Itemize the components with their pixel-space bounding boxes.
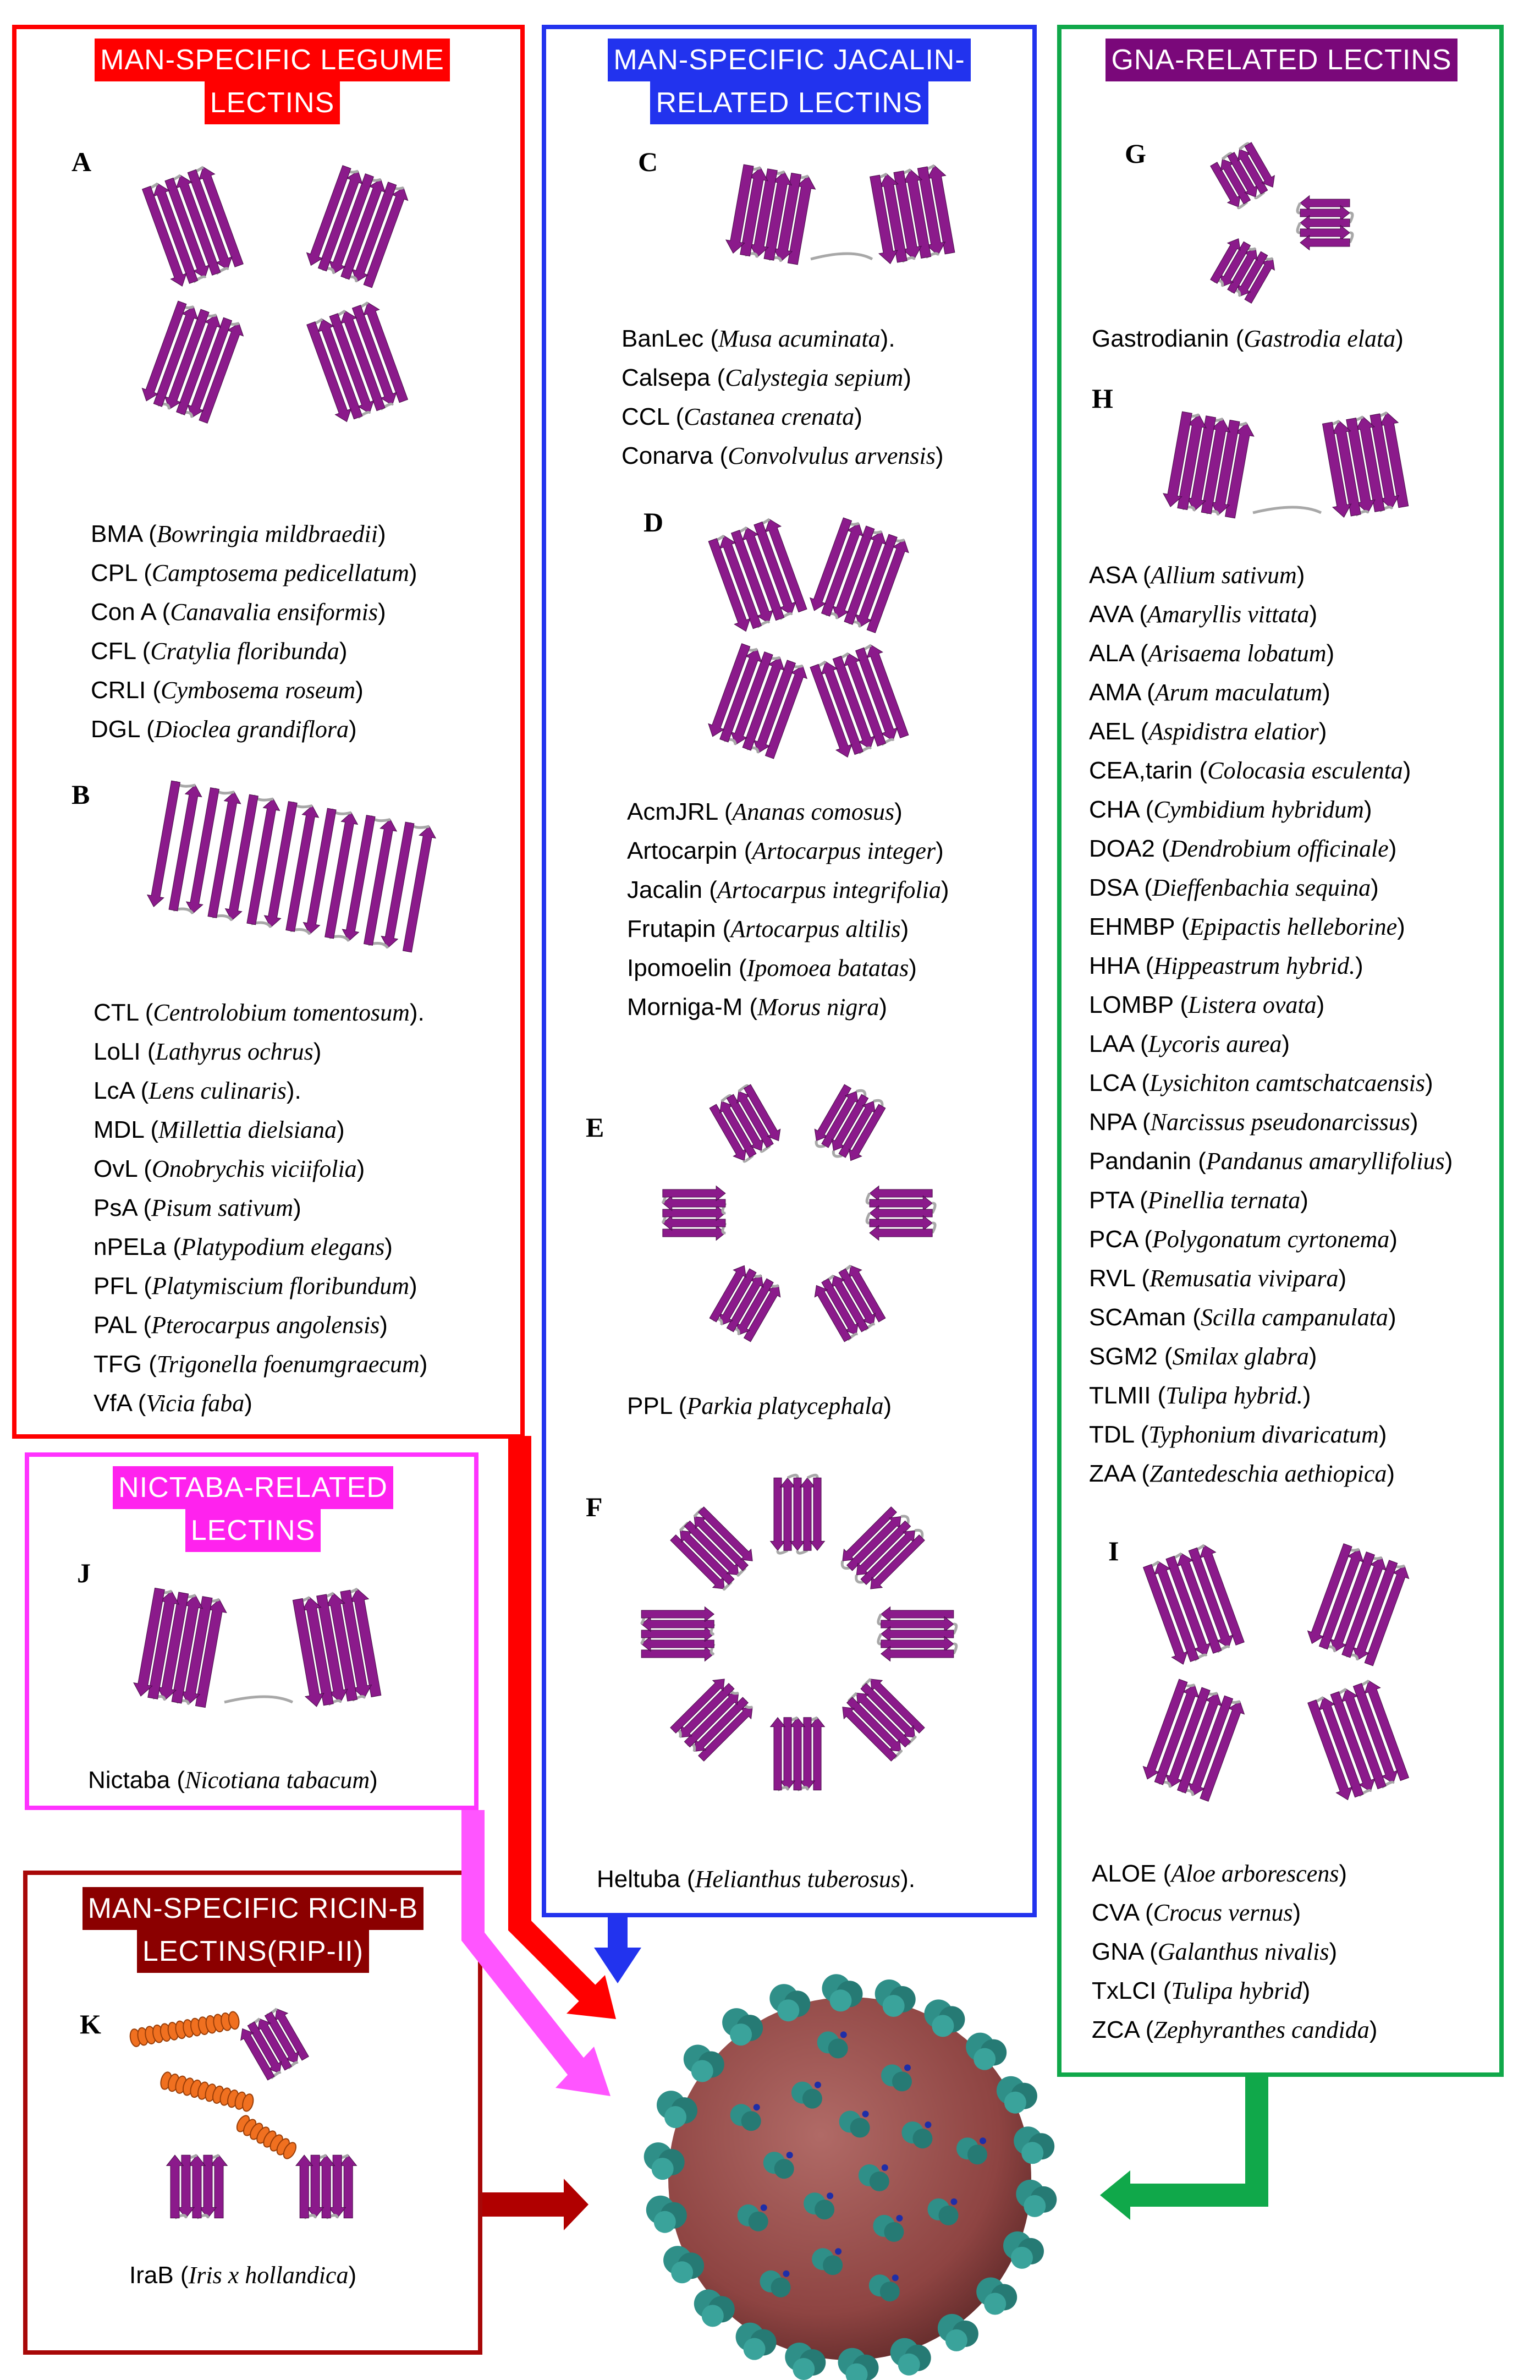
lectin-entry: LoLI (Lathyrus ochrus) (94, 1038, 322, 1065)
lectin-entry: TFG (Trigonella foenumgraecum) (94, 1351, 428, 1378)
lectin-abbreviation: TFG (94, 1351, 142, 1378)
loop (788, 1475, 798, 1478)
lectin-abbreviation: SCAman (1089, 1304, 1186, 1331)
lectin-entry: AVA (Amaryllis vittata) (1089, 601, 1318, 628)
lectin-abbreviation: DOA2 (1089, 835, 1155, 862)
lectin-entry: Calsepa (Calystegia sepium) (622, 364, 911, 391)
loop (807, 1475, 817, 1478)
ricin-panel-title (52, 1887, 454, 1973)
species-name: Cymbidium hybridum (1153, 796, 1364, 823)
species-name: Platymiscium floribundum (151, 1273, 410, 1299)
species-name: Hippeastrum hybrid. (1153, 952, 1356, 979)
beta-strand (800, 1718, 815, 1790)
lectin-entry: SCAman (Scilla campanulata) (1089, 1304, 1396, 1331)
beta-strand (800, 1478, 815, 1550)
lectin-abbreviation: Gastrodianin (1092, 325, 1229, 352)
lectin-abbreviation: IraB (129, 2262, 174, 2289)
species-name: Aloe arborescens (1171, 1860, 1339, 1887)
gna-title-line-1: GNA-RELATED LECTINS (1106, 39, 1457, 81)
lectin-entry: Gastrodianin (Gastrodia elata) (1092, 325, 1404, 352)
species-name: Vicia faba (146, 1390, 245, 1417)
lectin-entry: nPELa (Platypodium elegans) (94, 1233, 393, 1260)
species-name: Morus nigra (757, 994, 879, 1021)
lectin-entry: DGL (Dioclea grandiflora) (91, 716, 357, 743)
species-name: Ipomoea batatas (746, 955, 909, 981)
species-name: Calystegia sepium (725, 364, 904, 391)
species-name: Nicotiana tabacum (185, 1767, 370, 1794)
beta-strand (771, 1478, 785, 1550)
species-name: Arisaema lobatum (1148, 640, 1327, 667)
lectin-entry: Morniga-M (Morus nigra) (627, 994, 888, 1021)
beta-strand (641, 1637, 714, 1652)
species-name: Dendrobium officinale (1169, 835, 1389, 862)
species-name: Gastrodia elata (1244, 325, 1396, 352)
structure-letter-e: E (586, 1112, 604, 1143)
lectin-entry: ZCA (Zephyranthes candida) (1092, 2016, 1378, 2043)
lectin-entry: RVL (Remusatia vivipara) (1089, 1265, 1347, 1292)
beta-strand (641, 1647, 714, 1661)
lectin-abbreviation: PsA (94, 1194, 137, 1221)
lectin-entry: CTL (Centrolobium tomentosum). (94, 999, 425, 1026)
lectin-entry: Artocarpin (Artocarpus integer) (627, 837, 944, 864)
loop (932, 1223, 935, 1233)
species-name: Platypodium elegans (181, 1233, 385, 1260)
lectin-entry: Jacalin (Artocarpus integrifolia) (627, 876, 949, 903)
lectin-abbreviation: AEL (1089, 718, 1134, 745)
lectin-abbreviation: DSA (1089, 874, 1138, 901)
lectin-abbreviation: PCA (1089, 1226, 1138, 1253)
lectin-abbreviation: CCL (622, 403, 669, 430)
lectin-abbreviation: Con A (91, 599, 156, 626)
lectin-entry: Ipomoelin (Ipomoea batatas) (627, 955, 917, 981)
structure-g-cartoon (1182, 140, 1358, 305)
nictaba-title-line-2: LECTINS (185, 1509, 321, 1552)
lectin-abbreviation: ZCA (1092, 2016, 1139, 2043)
species-name: Remusatia vivipara (1150, 1265, 1339, 1292)
species-name: Scilla campanulata (1200, 1304, 1388, 1331)
ricin-arrow (482, 2179, 588, 2230)
loop (954, 1644, 956, 1654)
lectin-abbreviation: HHA (1089, 952, 1139, 979)
glycoprotein-spike (938, 2314, 978, 2351)
structure-c-cartoon (688, 140, 996, 289)
beta-strand (810, 1718, 825, 1790)
lectin-abbreviation: Calsepa (622, 364, 711, 391)
lectin-entry: EHMBP (Epipactis helleborine) (1089, 913, 1405, 940)
structure-a-cartoon (88, 140, 462, 448)
loop (224, 1697, 293, 1702)
ricin-title-line-1: MAN-SPECIFIC RICIN-B (82, 1887, 424, 1930)
lectin-abbreviation: CHA (1089, 796, 1139, 823)
loop (1297, 203, 1300, 213)
lectin-entry: ALOE (Aloe arborescens) (1092, 1860, 1348, 1887)
beta-strand (790, 1718, 805, 1790)
beta-strand (881, 1607, 954, 1622)
jacalin-title-line-2: RELATED LECTINS (650, 81, 928, 124)
species-name: Dioclea grandiflora (154, 716, 349, 743)
lectin-entry: VfA (Vicia faba) (94, 1390, 252, 1417)
species-name: Cymbosema roseum (161, 677, 356, 704)
beta-strand (790, 1478, 805, 1550)
structure-i-cartoon (1089, 1518, 1463, 1827)
species-name: Pterocarpus angolensis (151, 1312, 380, 1339)
lectin-entry: CRLI (Cymbosema roseum) (91, 677, 364, 704)
species-name: Ananas comosus (732, 798, 895, 825)
lectin-entry: GNA (Galanthus nivalis) (1092, 1938, 1338, 1965)
lectin-abbreviation: VfA (94, 1390, 131, 1417)
lectin-abbreviation: DGL (91, 716, 140, 743)
loop (1350, 233, 1352, 243)
structure-letter-i: I (1108, 1536, 1119, 1566)
lectin-abbreviation: BMA (91, 520, 142, 547)
glycoprotein-spike (976, 2278, 1017, 2315)
lectin-entry: SGM2 (Smilax glabra) (1089, 1343, 1317, 1370)
species-name: Helianthus tuberosus (695, 1866, 901, 1893)
gna-arrow (1100, 2077, 1257, 2220)
lectin-entry: CCL (Castanea crenata) (622, 403, 862, 430)
lectin-entry: CEA,tarin (Colocasia esculenta) (1089, 757, 1411, 784)
lectin-abbreviation: TxLCI (1092, 1977, 1157, 2004)
entry-suffix: . (294, 1077, 301, 1104)
entry-suffix: . (888, 325, 895, 352)
lectin-abbreviation: PTA (1089, 1187, 1133, 1214)
species-name: Cratylia floribunda (150, 638, 339, 665)
lectin-entry: AMA (Arum maculatum) (1089, 679, 1330, 706)
beta-strand (881, 1647, 954, 1661)
species-name: Allium sativum (1151, 562, 1297, 589)
species-name: Typhonium divaricatum (1148, 1421, 1379, 1448)
species-name: Musa acuminata (718, 325, 881, 352)
species-name: Polygonatum cyrtonema (1152, 1226, 1390, 1253)
beta-strand (780, 1478, 795, 1550)
lectin-abbreviation: LCA (1089, 1070, 1135, 1096)
structure-letter-f: F (586, 1491, 603, 1522)
lectin-abbreviation: PPL (627, 1392, 672, 1419)
lectin-abbreviation: Pandanin (1089, 1148, 1191, 1175)
species-name: Listera ovata (1188, 991, 1317, 1018)
lectin-abbreviation: LcA (94, 1077, 134, 1104)
structure-letter-d: D (644, 507, 664, 538)
structure-letter-c: C (638, 146, 658, 177)
species-name: Artocarpus integrifolia (717, 876, 941, 903)
lectin-abbreviation: MDL (94, 1116, 144, 1143)
lectin-entry: BanLec (Musa acuminata). (622, 325, 895, 352)
species-name: Camptosema pedicellatum (151, 560, 409, 586)
lectin-abbreviation: ALA (1089, 640, 1134, 667)
lectin-entry: AEL (Aspidistra elatior) (1089, 718, 1327, 745)
species-name: Lycoris aurea (1148, 1030, 1282, 1057)
lectin-abbreviation: Nictaba (88, 1767, 170, 1794)
species-name: Lysichiton camtschatcaensis (1150, 1070, 1426, 1096)
list-structure-c (622, 319, 944, 475)
structure-letter-b: B (72, 779, 90, 810)
lectin-entry: LOMBP (Listera ovata) (1089, 991, 1325, 1018)
lectin-abbreviation: ZAA (1089, 1460, 1135, 1487)
species-name: Lens culinaris (148, 1077, 287, 1104)
structure-letter-k: K (80, 2009, 101, 2039)
species-name: Millettia dielsiana (158, 1116, 337, 1143)
list-structure-e (627, 1386, 892, 1425)
beta-strand (780, 1718, 795, 1790)
lectin-abbreviation: BanLec (622, 325, 704, 352)
lectin-entry: OvL (Onobrychis viciifolia) (94, 1155, 365, 1182)
lectin-entry: BMA (Bowringia mildbraedii) (91, 520, 386, 547)
lectin-abbreviation: ASA (1089, 562, 1136, 589)
lectin-abbreviation: GNA (1092, 1938, 1143, 1965)
nictaba-panel-title (61, 1466, 446, 1552)
lectin-abbreviation: TDL (1089, 1421, 1134, 1448)
lectin-entry: IraB (Iris x hollandica) (129, 2262, 357, 2289)
loop (798, 1550, 807, 1553)
lectin-entry: PAL (Pterocarpus angolensis) (94, 1312, 388, 1339)
lectin-entry: PPL (Parkia platycephala) (627, 1392, 892, 1419)
nictaba-title-line-1: NICTABA-RELATED (113, 1466, 393, 1509)
species-name: Zephyranthes candida (1153, 2016, 1370, 2043)
species-name: Artocarpus altilis (730, 915, 901, 942)
beta-strand (771, 1718, 785, 1790)
species-name: Artocarpus integer (752, 837, 936, 864)
structure-h-cartoon (1116, 385, 1458, 545)
lectin-abbreviation: Conarva (622, 442, 713, 469)
lectin-abbreviation: PAL (94, 1312, 137, 1339)
virus-particle (644, 1974, 1057, 2380)
lectin-abbreviation: Morniga-M (627, 994, 743, 1021)
lectin-entry: PCA (Polygonatum cyrtonema) (1089, 1226, 1398, 1253)
ricin-title-line-2: LECTINS(RIP-II) (137, 1930, 369, 1973)
entry-suffix: . (908, 1866, 916, 1893)
lectin-entry: PsA (Pisum sativum) (94, 1194, 301, 1221)
lectin-abbreviation: AMA (1089, 679, 1140, 706)
species-name: Convolvulus arvensis (728, 442, 936, 469)
list-structure-f (597, 1860, 915, 1899)
legume-arrow (520, 1436, 616, 2019)
lectin-abbreviation: SGM2 (1089, 1343, 1158, 1370)
lectin-entry: DOA2 (Dendrobium officinale) (1089, 835, 1397, 862)
lectin-entry: AcmJRL (Ananas comosus) (627, 798, 903, 825)
lectin-abbreviation: RVL (1089, 1265, 1135, 1292)
beta-strand (881, 1627, 954, 1642)
species-name: Arum maculatum (1154, 679, 1323, 706)
structure-letter-a: A (72, 146, 92, 177)
loop (778, 1550, 788, 1553)
lectin-abbreviation: CPL (91, 560, 137, 586)
lectin-abbreviation: Ipomoelin (627, 955, 732, 981)
list-structure-d (627, 792, 949, 1027)
species-name: Zantedeschia aethiopica (1150, 1460, 1387, 1487)
structure-letter-g: G (1125, 138, 1146, 169)
list-structure-j (88, 1761, 378, 1800)
legume-panel-title (66, 39, 479, 124)
list-structure-b (94, 993, 427, 1423)
lectin-entry: PTA (Pinellia ternata) (1089, 1187, 1308, 1214)
lectin-entry: Nictaba (Nicotiana tabacum) (88, 1767, 378, 1794)
species-name: Crocus vernus (1153, 1899, 1293, 1926)
alpha-helix (159, 2071, 255, 2112)
structure-letter-j: J (77, 1558, 91, 1588)
species-name: Smilax glabra (1172, 1343, 1309, 1370)
species-name: Pandanus amaryllifolius (1206, 1148, 1445, 1175)
lectin-entry: Heltuba (Helianthus tuberosus). (597, 1866, 916, 1893)
alpha-helix (129, 2011, 240, 2047)
lectin-abbreviation: LoLI (94, 1038, 141, 1065)
lectin-abbreviation: Artocarpin (627, 837, 738, 864)
beta-strand (641, 1607, 714, 1622)
lectin-entry: TxLCI (Tulipa hybrid) (1092, 1977, 1311, 2004)
jacalin-arrow (594, 1917, 641, 1983)
species-name: Castanea crenata (684, 403, 855, 430)
loop (878, 1634, 881, 1644)
species-name: Amaryllis vittata (1147, 601, 1310, 628)
species-name: Lathyrus ochrus (155, 1038, 314, 1065)
lectin-abbreviation: nPELa (94, 1233, 167, 1260)
beta-strand (641, 1627, 714, 1642)
lectin-entry: Frutapin (Artocarpus altilis) (627, 915, 909, 942)
lectin-abbreviation: Heltuba (597, 1866, 680, 1893)
lectin-entry: LcA (Lens culinaris). (94, 1077, 301, 1104)
lectin-abbreviation: NPA (1089, 1109, 1136, 1136)
lectin-abbreviation: Jacalin (627, 876, 702, 903)
lectin-entry: Con A (Canavalia ensiformis) (91, 599, 386, 626)
species-name: Epipactis helleborine (1189, 913, 1398, 940)
lectin-abbreviation: PFL (94, 1273, 138, 1299)
beta-strand (641, 1617, 714, 1632)
loop (932, 1203, 935, 1213)
lectin-abbreviation: CRLI (91, 677, 146, 704)
lectin-abbreviation: CTL (94, 999, 139, 1026)
gna-panel-title (1078, 39, 1485, 81)
species-name: Pisum sativum (151, 1194, 294, 1221)
loop (867, 1213, 870, 1223)
species-name: Iris x hollandica (188, 2262, 349, 2289)
lectin-entry: LAA (Lycoris aurea) (1089, 1030, 1290, 1057)
lectin-entry: DSA (Dieffenbachia sequina) (1089, 874, 1379, 901)
species-name: Parkia platycephala (686, 1392, 884, 1419)
loop (1253, 507, 1321, 513)
species-name: Tulipa hybrid (1171, 1977, 1302, 2004)
loop (954, 1624, 956, 1634)
legume-title-line-1: MAN-SPECIFIC LEGUME (95, 39, 450, 81)
list-structure-i (1092, 1854, 1377, 2049)
species-name: Galanthus nivalis (1157, 1938, 1329, 1965)
list-structure-g (1092, 319, 1404, 358)
loop (811, 254, 872, 259)
lectin-entry: CFL (Cratylia floribunda) (91, 638, 348, 665)
list-structure-k (129, 2256, 356, 2295)
entry-suffix: . (417, 999, 425, 1026)
lectin-entry: CPL (Camptosema pedicellatum) (91, 560, 417, 586)
lectin-entry: ASA (Allium sativum) (1089, 562, 1305, 589)
lectin-entry: TLMII (Tulipa hybrid.) (1089, 1382, 1311, 1409)
lectin-abbreviation: AVA (1089, 601, 1133, 628)
jacalin-panel-title (566, 39, 1012, 124)
list-structure-h (1089, 556, 1453, 1493)
beta-strand (881, 1617, 954, 1632)
species-name: Trigonella foenumgraecum (156, 1351, 420, 1378)
lectin-abbreviation: CFL (91, 638, 136, 665)
lectin-entry: MDL (Millettia dielsiana) (94, 1116, 345, 1143)
lectin-entry: CVA (Crocus vernus) (1092, 1899, 1301, 1926)
alpha-helix (234, 2114, 298, 2161)
species-name: Narcissus pseudonarcissus (1150, 1109, 1410, 1136)
lectin-entry: NPA (Narcissus pseudonarcissus) (1089, 1109, 1418, 1136)
structure-b-cartoon (127, 776, 457, 957)
lectin-entry: LCA (Lysichiton camtschatcaensis) (1089, 1070, 1433, 1096)
loop (878, 1614, 881, 1624)
species-name: Bowringia mildbraedii (156, 520, 378, 547)
species-name: Colocasia esculenta (1207, 757, 1403, 784)
structure-e-cartoon (632, 1056, 963, 1370)
loop (867, 1193, 870, 1203)
legume-title-line-2: LECTINS (205, 81, 340, 124)
structure-f-cartoon (605, 1452, 990, 1816)
lectin-abbreviation: LOMBP (1089, 991, 1174, 1018)
beta-strand (881, 1637, 954, 1652)
lectin-abbreviation: CVA (1092, 1899, 1138, 1926)
structure-d-cartoon (693, 495, 924, 781)
list-structure-a (91, 514, 417, 749)
lectin-abbreviation: ALOE (1092, 1860, 1157, 1887)
loop (1297, 223, 1300, 233)
species-name: Dieffenbachia sequina (1152, 874, 1371, 901)
lectin-abbreviation: AcmJRL (627, 798, 718, 825)
structure-j-cartoon (88, 1557, 429, 1739)
lectin-entry: HHA (Hippeastrum hybrid.) (1089, 952, 1363, 979)
lectin-abbreviation: Frutapin (627, 915, 716, 942)
species-name: Pinellia ternata (1147, 1187, 1301, 1214)
lectin-entry: PFL (Platymiscium floribundum) (94, 1273, 417, 1299)
beta-strand (810, 1478, 825, 1550)
loop (1350, 213, 1352, 223)
species-name: Aspidistra elatior (1148, 718, 1319, 745)
lectin-abbreviation: CEA,tarin (1089, 757, 1193, 784)
lectin-abbreviation: TLMII (1089, 1382, 1151, 1409)
structure-k-cartoon (105, 1981, 413, 2267)
lectin-entry: ZAA (Zantedeschia aethiopica) (1089, 1460, 1395, 1487)
jacalin-title-line-1: MAN-SPECIFIC JACALIN- (608, 39, 970, 81)
lectin-abbreviation: EHMBP (1089, 913, 1175, 940)
lectin-entry: TDL (Typhonium divaricatum) (1089, 1421, 1387, 1448)
species-name: Tulipa hybrid. (1165, 1382, 1303, 1409)
lectin-entry: ALA (Arisaema lobatum) (1089, 640, 1335, 667)
lectin-entry: Pandanin (Pandanus amaryllifolius) (1089, 1148, 1453, 1175)
structure-letter-h: H (1092, 383, 1113, 414)
species-name: Onobrychis viciifolia (151, 1155, 357, 1182)
lectin-abbreviation: OvL (94, 1155, 138, 1182)
species-name: Canavalia ensiformis (170, 599, 378, 626)
lectin-entry: Conarva (Convolvulus arvensis) (622, 442, 944, 469)
lectin-abbreviation: LAA (1089, 1030, 1134, 1057)
species-name: Centrolobium tomentosum (153, 999, 410, 1026)
lectin-entry: CHA (Cymbidium hybridum) (1089, 796, 1372, 823)
